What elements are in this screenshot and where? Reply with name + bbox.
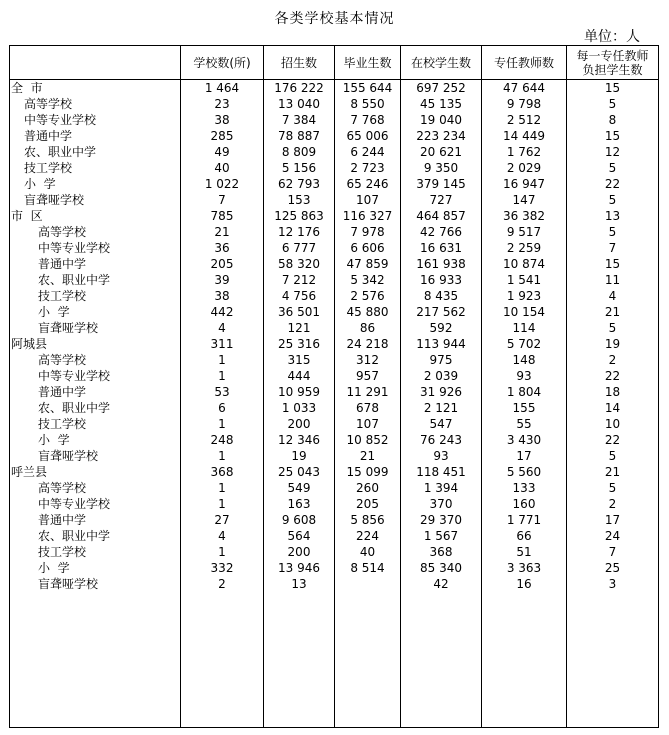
table-row [10, 544, 658, 560]
cell-ratio: 11 [604, 273, 621, 287]
cell-teachers: 3 430 [506, 433, 542, 447]
cell-graduates: 5 856 [350, 513, 385, 527]
cell-graduates: 2 723 [350, 161, 385, 175]
cell-graduates: 65 246 [346, 177, 389, 191]
cell-graduates: 45 880 [346, 305, 389, 319]
cell-students: 16 933 [420, 273, 462, 287]
table-row [10, 96, 658, 112]
cell-students: 8 435 [423, 289, 459, 303]
table-row [10, 112, 658, 128]
table-row [10, 576, 658, 592]
cell-students: 217 562 [416, 305, 466, 319]
cell-ratio: 5 [608, 449, 617, 463]
cell-teachers: 9 798 [506, 97, 542, 111]
cell-ratio: 5 [608, 481, 617, 495]
cell-graduates: 312 [356, 353, 379, 367]
cell-schools: 368 [210, 465, 234, 479]
cell-schools: 40 [214, 161, 230, 175]
cell-enrollment: 8 809 [281, 145, 317, 159]
table-row [10, 288, 658, 304]
cell-schools: 1 [218, 417, 226, 431]
cell-teachers: 1 762 [506, 145, 542, 159]
cell-students: 379 145 [416, 177, 466, 191]
cell-teachers: 51 [516, 545, 532, 559]
cell-schools: 442 [210, 305, 234, 319]
cell-students: 370 [429, 497, 453, 511]
cell-ratio: 10 [604, 417, 621, 431]
row-label: 小 学 [38, 561, 70, 575]
cell-enrollment: 5 156 [281, 161, 317, 175]
cell-graduates: 86 [359, 321, 376, 335]
cell-teachers: 2 259 [506, 241, 542, 255]
cell-ratio: 24 [604, 529, 621, 543]
table-row [10, 464, 658, 480]
cell-students: 697 252 [416, 81, 466, 95]
cell-graduates: 10 852 [346, 433, 389, 447]
cell-graduates: 40 [359, 545, 376, 559]
cell-students: 223 234 [416, 129, 466, 143]
cell-ratio: 7 [608, 545, 617, 559]
row-label: 盲聋哑学校 [24, 193, 85, 207]
row-label: 盲聋哑学校 [38, 577, 99, 591]
cell-teachers: 10 874 [503, 257, 545, 271]
cell-students: 368 [429, 545, 453, 559]
cell-students: 464 857 [416, 209, 466, 223]
cell-graduates: 2 576 [350, 289, 385, 303]
row-label: 中等专业学校 [24, 113, 97, 127]
cell-graduates: 15 099 [346, 465, 389, 479]
header-schools: 学校数(所) [193, 55, 251, 70]
table-row [10, 336, 658, 352]
cell-ratio: 15 [604, 257, 621, 271]
row-label: 全 市 [11, 81, 43, 95]
cell-students: 1 567 [423, 529, 459, 543]
cell-students: 727 [429, 193, 453, 207]
cell-ratio: 5 [608, 193, 617, 207]
table-row [10, 128, 658, 144]
cell-schools: 2 [218, 577, 226, 591]
cell-teachers: 1 804 [506, 385, 542, 399]
cell-students: 113 944 [416, 337, 466, 351]
cell-schools: 311 [210, 337, 234, 351]
cell-students: 20 621 [420, 145, 462, 159]
cell-ratio: 5 [608, 225, 617, 239]
cell-graduates: 8 514 [350, 561, 385, 575]
cell-schools: 38 [214, 113, 230, 127]
cell-teachers: 155 [512, 401, 536, 415]
cell-enrollment: 12 346 [278, 433, 320, 447]
cell-teachers: 16 947 [503, 177, 545, 191]
row-label: 小 学 [38, 305, 70, 319]
cell-students: 16 631 [420, 241, 462, 255]
cell-schools: 1 [218, 545, 226, 559]
header-category [10, 46, 180, 79]
cell-ratio: 15 [604, 81, 621, 95]
cell-schools: 248 [210, 433, 234, 447]
header-ratio-line1: 每一专任教师 [576, 48, 649, 63]
cell-graduates: 7 768 [350, 113, 385, 127]
cell-graduates: 107 [356, 193, 379, 207]
cell-teachers: 55 [516, 417, 532, 431]
cell-graduates: 65 006 [346, 129, 389, 143]
cell-students: 2 121 [423, 401, 459, 415]
cell-schools: 39 [214, 273, 230, 287]
cell-ratio: 21 [604, 305, 621, 319]
row-label: 市 区 [11, 209, 43, 223]
cell-graduates: 116 327 [342, 209, 393, 223]
cell-enrollment: 6 777 [281, 241, 317, 255]
row-label: 技工学校 [38, 417, 87, 431]
cell-graduates: 224 [356, 529, 379, 543]
row-label: 普通中学 [38, 385, 87, 399]
header-graduates: 毕业生数 [343, 55, 392, 70]
cell-teachers: 10 154 [503, 305, 545, 319]
cell-graduates: 205 [356, 497, 379, 511]
row-label: 高等学校 [38, 481, 87, 495]
cell-enrollment: 444 [287, 369, 311, 383]
cell-enrollment: 19 [291, 449, 307, 463]
row-label: 中等专业学校 [38, 497, 111, 511]
table-row [10, 192, 658, 208]
table-row [10, 320, 658, 336]
cell-enrollment: 10 959 [278, 385, 320, 399]
cell-schools: 4 [218, 321, 226, 335]
cell-teachers: 14 449 [503, 129, 545, 143]
cell-teachers: 5 702 [506, 337, 542, 351]
cell-schools: 36 [214, 241, 230, 255]
row-label: 盲聋哑学校 [38, 449, 99, 463]
table-row [10, 224, 658, 240]
cell-ratio: 22 [604, 177, 621, 191]
cell-enrollment: 13 [291, 577, 307, 591]
unit-label: 单位：人 [584, 29, 640, 45]
cell-enrollment: 200 [287, 417, 311, 431]
table-row [10, 400, 658, 416]
row-label: 小 学 [38, 433, 70, 447]
cell-ratio: 3 [608, 577, 617, 591]
cell-schools: 49 [214, 145, 230, 159]
cell-students: 975 [429, 353, 453, 367]
cell-ratio: 2 [608, 497, 617, 511]
cell-enrollment: 13 040 [278, 97, 320, 111]
cell-enrollment: 36 501 [278, 305, 320, 319]
table-row [10, 528, 658, 544]
cell-teachers: 16 [516, 577, 532, 591]
table-row [10, 512, 658, 528]
cell-enrollment: 153 [287, 193, 311, 207]
cell-enrollment: 25 043 [278, 465, 320, 479]
cell-students: 93 [433, 449, 449, 463]
row-label: 技工学校 [24, 161, 73, 175]
row-label: 农、职业中学 [24, 145, 97, 159]
cell-ratio: 22 [604, 433, 621, 447]
cell-teachers: 3 363 [506, 561, 542, 575]
cell-teachers: 17 [516, 449, 532, 463]
table-row [10, 272, 658, 288]
cell-enrollment: 315 [287, 353, 311, 367]
cell-enrollment: 7 212 [281, 273, 317, 287]
page-title: 各类学校基本情况 [274, 11, 395, 27]
row-label: 技工学校 [38, 289, 87, 303]
cell-teachers: 133 [512, 481, 536, 495]
cell-graduates: 21 [359, 449, 376, 463]
cell-graduates: 260 [356, 481, 379, 495]
cell-schools: 53 [214, 385, 230, 399]
cell-enrollment: 58 320 [278, 257, 320, 271]
row-label: 高等学校 [38, 353, 87, 367]
cell-ratio: 4 [608, 289, 617, 303]
cell-schools: 21 [214, 225, 230, 239]
cell-teachers: 160 [512, 497, 536, 511]
cell-students: 29 370 [420, 513, 462, 527]
row-label: 高等学校 [24, 97, 73, 111]
cell-schools: 7 [218, 193, 226, 207]
cell-ratio: 17 [604, 513, 621, 527]
cell-graduates: 6 244 [350, 145, 385, 159]
cell-teachers: 47 644 [503, 81, 545, 95]
table-row [10, 384, 658, 400]
table-row [10, 496, 658, 512]
cell-enrollment: 12 176 [278, 225, 320, 239]
cell-schools: 1 [218, 497, 226, 511]
cell-ratio: 12 [604, 145, 621, 159]
cell-teachers: 148 [512, 353, 536, 367]
cell-schools: 4 [218, 529, 226, 543]
cell-ratio: 5 [608, 321, 617, 335]
cell-enrollment: 200 [287, 545, 311, 559]
cell-teachers: 2 512 [506, 113, 542, 127]
cell-students: 118 451 [416, 465, 466, 479]
cell-students: 42 766 [420, 225, 462, 239]
cell-graduates: 155 644 [342, 81, 393, 95]
cell-schools: 1 [218, 449, 226, 463]
cell-schools: 1 [218, 353, 226, 367]
cell-teachers: 66 [516, 529, 532, 543]
cell-ratio: 21 [604, 465, 621, 479]
cell-enrollment: 13 946 [278, 561, 320, 575]
row-label: 普通中学 [24, 129, 73, 143]
header-students: 在校学生数 [410, 55, 471, 70]
cell-schools: 1 [218, 481, 226, 495]
row-label: 普通中学 [38, 513, 87, 527]
table-row [10, 416, 658, 432]
cell-students: 45 135 [420, 97, 462, 111]
cell-schools: 205 [210, 257, 234, 271]
cell-ratio: 5 [608, 97, 617, 111]
table-row [10, 432, 658, 448]
row-label: 农、职业中学 [38, 401, 111, 415]
cell-enrollment: 564 [287, 529, 311, 543]
table-row [10, 160, 658, 176]
cell-students: 2 039 [423, 369, 459, 383]
cell-schools: 1 022 [204, 177, 240, 191]
cell-schools: 27 [214, 513, 230, 527]
cell-schools: 285 [210, 129, 234, 143]
header-enrollment: 招生数 [280, 55, 317, 70]
cell-graduates: 7 978 [350, 225, 385, 239]
cell-graduates: 6 606 [350, 241, 385, 255]
cell-teachers: 2 029 [506, 161, 542, 175]
cell-ratio: 15 [604, 129, 621, 143]
cell-ratio: 18 [604, 385, 621, 399]
table-row [10, 448, 658, 464]
row-label: 农、职业中学 [38, 529, 111, 543]
cell-ratio: 13 [604, 209, 621, 223]
cell-schools: 6 [218, 401, 226, 415]
cell-ratio: 5 [608, 161, 617, 175]
cell-graduates: 11 291 [346, 385, 389, 399]
cell-teachers: 147 [512, 193, 536, 207]
cell-enrollment: 121 [287, 321, 311, 335]
cell-teachers: 93 [516, 369, 532, 383]
row-label: 中等专业学校 [38, 241, 111, 255]
table-row [10, 368, 658, 384]
cell-teachers: 36 382 [503, 209, 545, 223]
row-label: 阿城县 [11, 337, 48, 351]
cell-teachers: 114 [512, 321, 536, 335]
cell-enrollment: 1 033 [281, 401, 317, 415]
cell-graduates: 957 [356, 369, 379, 383]
cell-enrollment: 163 [287, 497, 311, 511]
cell-students: 547 [429, 417, 453, 431]
cell-schools: 785 [210, 209, 234, 223]
cell-graduates: 47 859 [346, 257, 389, 271]
cell-ratio: 25 [604, 561, 621, 575]
table-row [10, 240, 658, 256]
row-label: 普通中学 [38, 257, 87, 271]
cell-enrollment: 7 384 [281, 113, 317, 127]
cell-enrollment: 549 [287, 481, 311, 495]
cell-graduates: 8 550 [350, 97, 385, 111]
cell-schools: 1 464 [204, 81, 240, 95]
row-label: 技工学校 [38, 545, 87, 559]
table-body [10, 80, 658, 592]
table-row [10, 144, 658, 160]
cell-graduates: 24 218 [346, 337, 389, 351]
cell-enrollment: 62 793 [278, 177, 320, 191]
cell-schools: 23 [214, 97, 230, 111]
cell-students: 42 [433, 577, 449, 591]
cell-ratio: 14 [604, 401, 621, 415]
row-label: 呼兰县 [11, 465, 48, 479]
cell-students: 161 938 [416, 257, 466, 271]
row-label: 中等专业学校 [38, 369, 111, 383]
cell-ratio: 22 [604, 369, 621, 383]
row-label: 盲聋哑学校 [38, 321, 99, 335]
cell-teachers: 9 517 [506, 225, 542, 239]
cell-schools: 1 [218, 369, 226, 383]
cell-students: 76 243 [420, 433, 462, 447]
cell-ratio: 2 [608, 353, 617, 367]
cell-enrollment: 4 756 [281, 289, 317, 303]
cell-teachers: 5 560 [506, 465, 542, 479]
cell-enrollment: 9 608 [281, 513, 317, 527]
row-label: 小 学 [24, 177, 56, 191]
table-row [10, 304, 658, 320]
cell-enrollment: 125 863 [274, 209, 324, 223]
cell-enrollment: 25 316 [278, 337, 320, 351]
header-teachers: 专任教师数 [493, 55, 554, 70]
cell-ratio: 8 [608, 113, 617, 127]
cell-students: 9 350 [423, 161, 459, 175]
cell-enrollment: 176 222 [274, 81, 324, 95]
cell-ratio: 19 [604, 337, 621, 351]
table-row [10, 176, 658, 192]
table-row [10, 560, 658, 576]
row-label: 高等学校 [38, 225, 87, 239]
table-row [10, 352, 658, 368]
row-label: 农、职业中学 [38, 273, 111, 287]
cell-schools: 332 [210, 561, 234, 575]
cell-teachers: 1 771 [506, 513, 542, 527]
header-ratio-line2: 负担学生数 [582, 62, 643, 77]
cell-students: 1 394 [423, 481, 459, 495]
cell-graduates: 5 342 [350, 273, 385, 287]
cell-students: 19 040 [420, 113, 462, 127]
cell-schools: 38 [214, 289, 230, 303]
cell-graduates [335, 576, 400, 592]
cell-ratio: 7 [608, 241, 617, 255]
table-row [10, 480, 658, 496]
header-ratio [567, 46, 658, 79]
school-statistics-table [9, 45, 659, 728]
cell-students: 31 926 [420, 385, 462, 399]
cell-graduates: 678 [356, 401, 379, 415]
cell-students: 85 340 [420, 561, 462, 575]
cell-teachers: 1 923 [506, 289, 542, 303]
table-row [10, 208, 658, 224]
cell-teachers: 1 541 [506, 273, 542, 287]
cell-graduates: 107 [356, 417, 379, 431]
cell-students: 592 [429, 321, 453, 335]
table-row [10, 256, 658, 272]
table-row [10, 80, 658, 96]
cell-enrollment: 78 887 [278, 129, 320, 143]
